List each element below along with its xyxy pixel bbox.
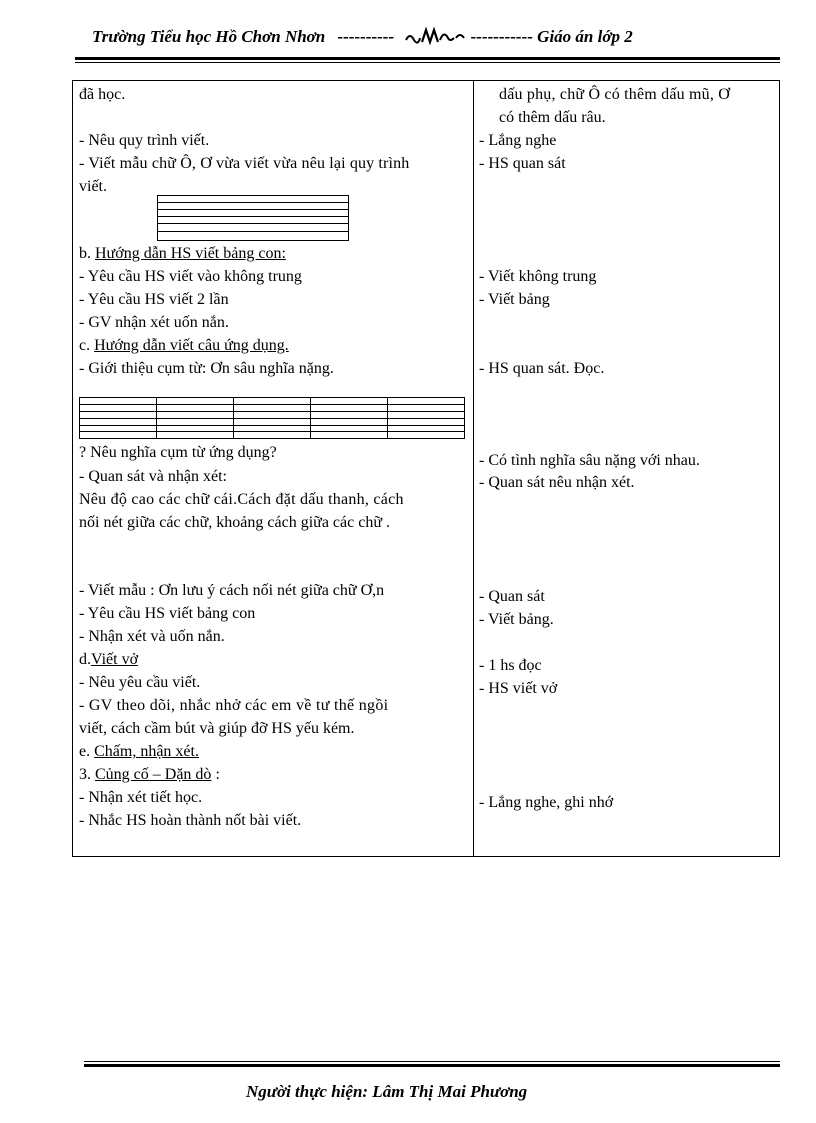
section-3-number: 3. — [79, 766, 95, 783]
right-line: - Quan sát — [479, 588, 545, 605]
left-line: Nêu độ cao các chữ cái.Cách đặt dấu thanh, cách — [79, 491, 404, 508]
left-line: - GV nhận xét uốn nắn. — [79, 314, 229, 331]
left-line: - Yêu cầu HS viết 2 lần — [79, 291, 229, 308]
section-d-heading — [79, 650, 138, 670]
section-e-heading — [79, 742, 199, 762]
left-line: - Nêu yêu cầu viết. — [79, 674, 201, 691]
footer-rule-thick — [84, 1064, 780, 1067]
left-line: - Viết mẫu chữ Ô, Ơ vừa viết vừa nêu lại quy trình — [79, 155, 410, 172]
handwriting-grid-wide — [79, 397, 465, 439]
section-d-number: d. — [79, 651, 91, 668]
right-line: - Viết bảng — [479, 291, 550, 308]
lesson-table — [72, 80, 780, 857]
left-line: - Viết mẫu : Ơn lưu ý cách nối nét giữa chữ Ơ,n — [79, 582, 385, 599]
left-line: - Nêu quy trình viết. — [79, 132, 210, 149]
section-c-number: c. — [79, 337, 95, 354]
section-e-title: Chấm, nhận xét. — [94, 743, 199, 760]
section-3-heading — [79, 765, 220, 785]
left-line: - Yêu cầu HS viết bảng con — [79, 605, 256, 622]
right-line: - HS viết vở — [479, 680, 558, 697]
section-b-number: b. — [79, 245, 95, 262]
section-3-title: Củng cố – Dặn dò — [95, 766, 212, 783]
right-line: có thêm dấu râu. — [499, 109, 606, 126]
section-b-title: Hướng dẫn HS viết bảng con: — [95, 245, 286, 262]
right-line: - Viết không trung — [479, 268, 597, 285]
ornament-logo-icon — [404, 26, 466, 51]
left-line: ? Nêu nghĩa cụm từ ứng dụng? — [79, 444, 277, 461]
right-line: - Lắng nghe, ghi nhớ — [479, 794, 614, 811]
page-header — [92, 26, 732, 50]
section-e-number: e. — [79, 743, 95, 760]
right-line: - Viết bảng. — [479, 611, 554, 628]
header-dashes-left: ---------- — [337, 27, 395, 47]
right-line: - Lắng nghe — [479, 132, 557, 149]
left-line: - Quan sát và nhận xét: — [79, 468, 227, 485]
right-line: - HS quan sát. Đọc. — [479, 360, 605, 377]
section-b-heading — [79, 244, 286, 264]
left-line: - Nhắc HS hoàn thành nốt bài viết. — [79, 812, 302, 829]
left-line: viết. — [79, 178, 107, 195]
footer-author: Người thực hiện: Lâm Thị Mai Phương — [246, 1082, 528, 1101]
section-c-heading — [79, 336, 289, 356]
right-line: dấu phụ, chữ Ô có thêm dấu mũ, Ơ — [499, 86, 731, 103]
left-line: - Nhận xét tiết học. — [79, 789, 203, 806]
section-c-title: Hướng dẫn viết câu ứng dụng. — [94, 337, 289, 354]
right-line: - 1 hs đọc — [479, 657, 542, 674]
right-line: - Có tình nghĩa sâu nặng với nhau. — [479, 452, 700, 469]
right-line: - HS quan sát — [479, 155, 566, 172]
column-divider — [473, 81, 474, 856]
handwriting-grid-small — [157, 195, 349, 241]
left-line: - Yêu cầu HS viết vào không trung — [79, 268, 302, 285]
footer-rule-thin — [84, 1061, 780, 1062]
school-name: Trường Tiểu học Hồ Chơn Nhơn — [92, 27, 326, 47]
header-rule-thick — [75, 57, 780, 60]
grade-label: Giáo án lớp 2 — [537, 27, 633, 47]
right-line: - Quan sát nêu nhận xét. — [479, 474, 635, 491]
left-line: - GV theo dõi, nhắc nhở các em về tư thế ngồi — [79, 697, 389, 714]
section-3-colon: : — [211, 766, 220, 783]
left-line: viết, cách cầm bút và giúp đỡ HS yếu kém. — [79, 720, 355, 737]
left-line: nối nét giữa các chữ, khoảng cách giữa các chữ . — [79, 514, 390, 531]
section-d-title: Viết vở — [91, 651, 139, 668]
header-rule-thin — [75, 62, 780, 63]
left-line: - Nhận xét và uốn nắn. — [79, 628, 225, 645]
left-line: đã học. — [79, 86, 126, 103]
left-line: - Giới thiệu cụm từ: Ơn sâu nghĩa nặng. — [79, 360, 334, 377]
header-dashes-right: ----------- — [470, 27, 533, 47]
